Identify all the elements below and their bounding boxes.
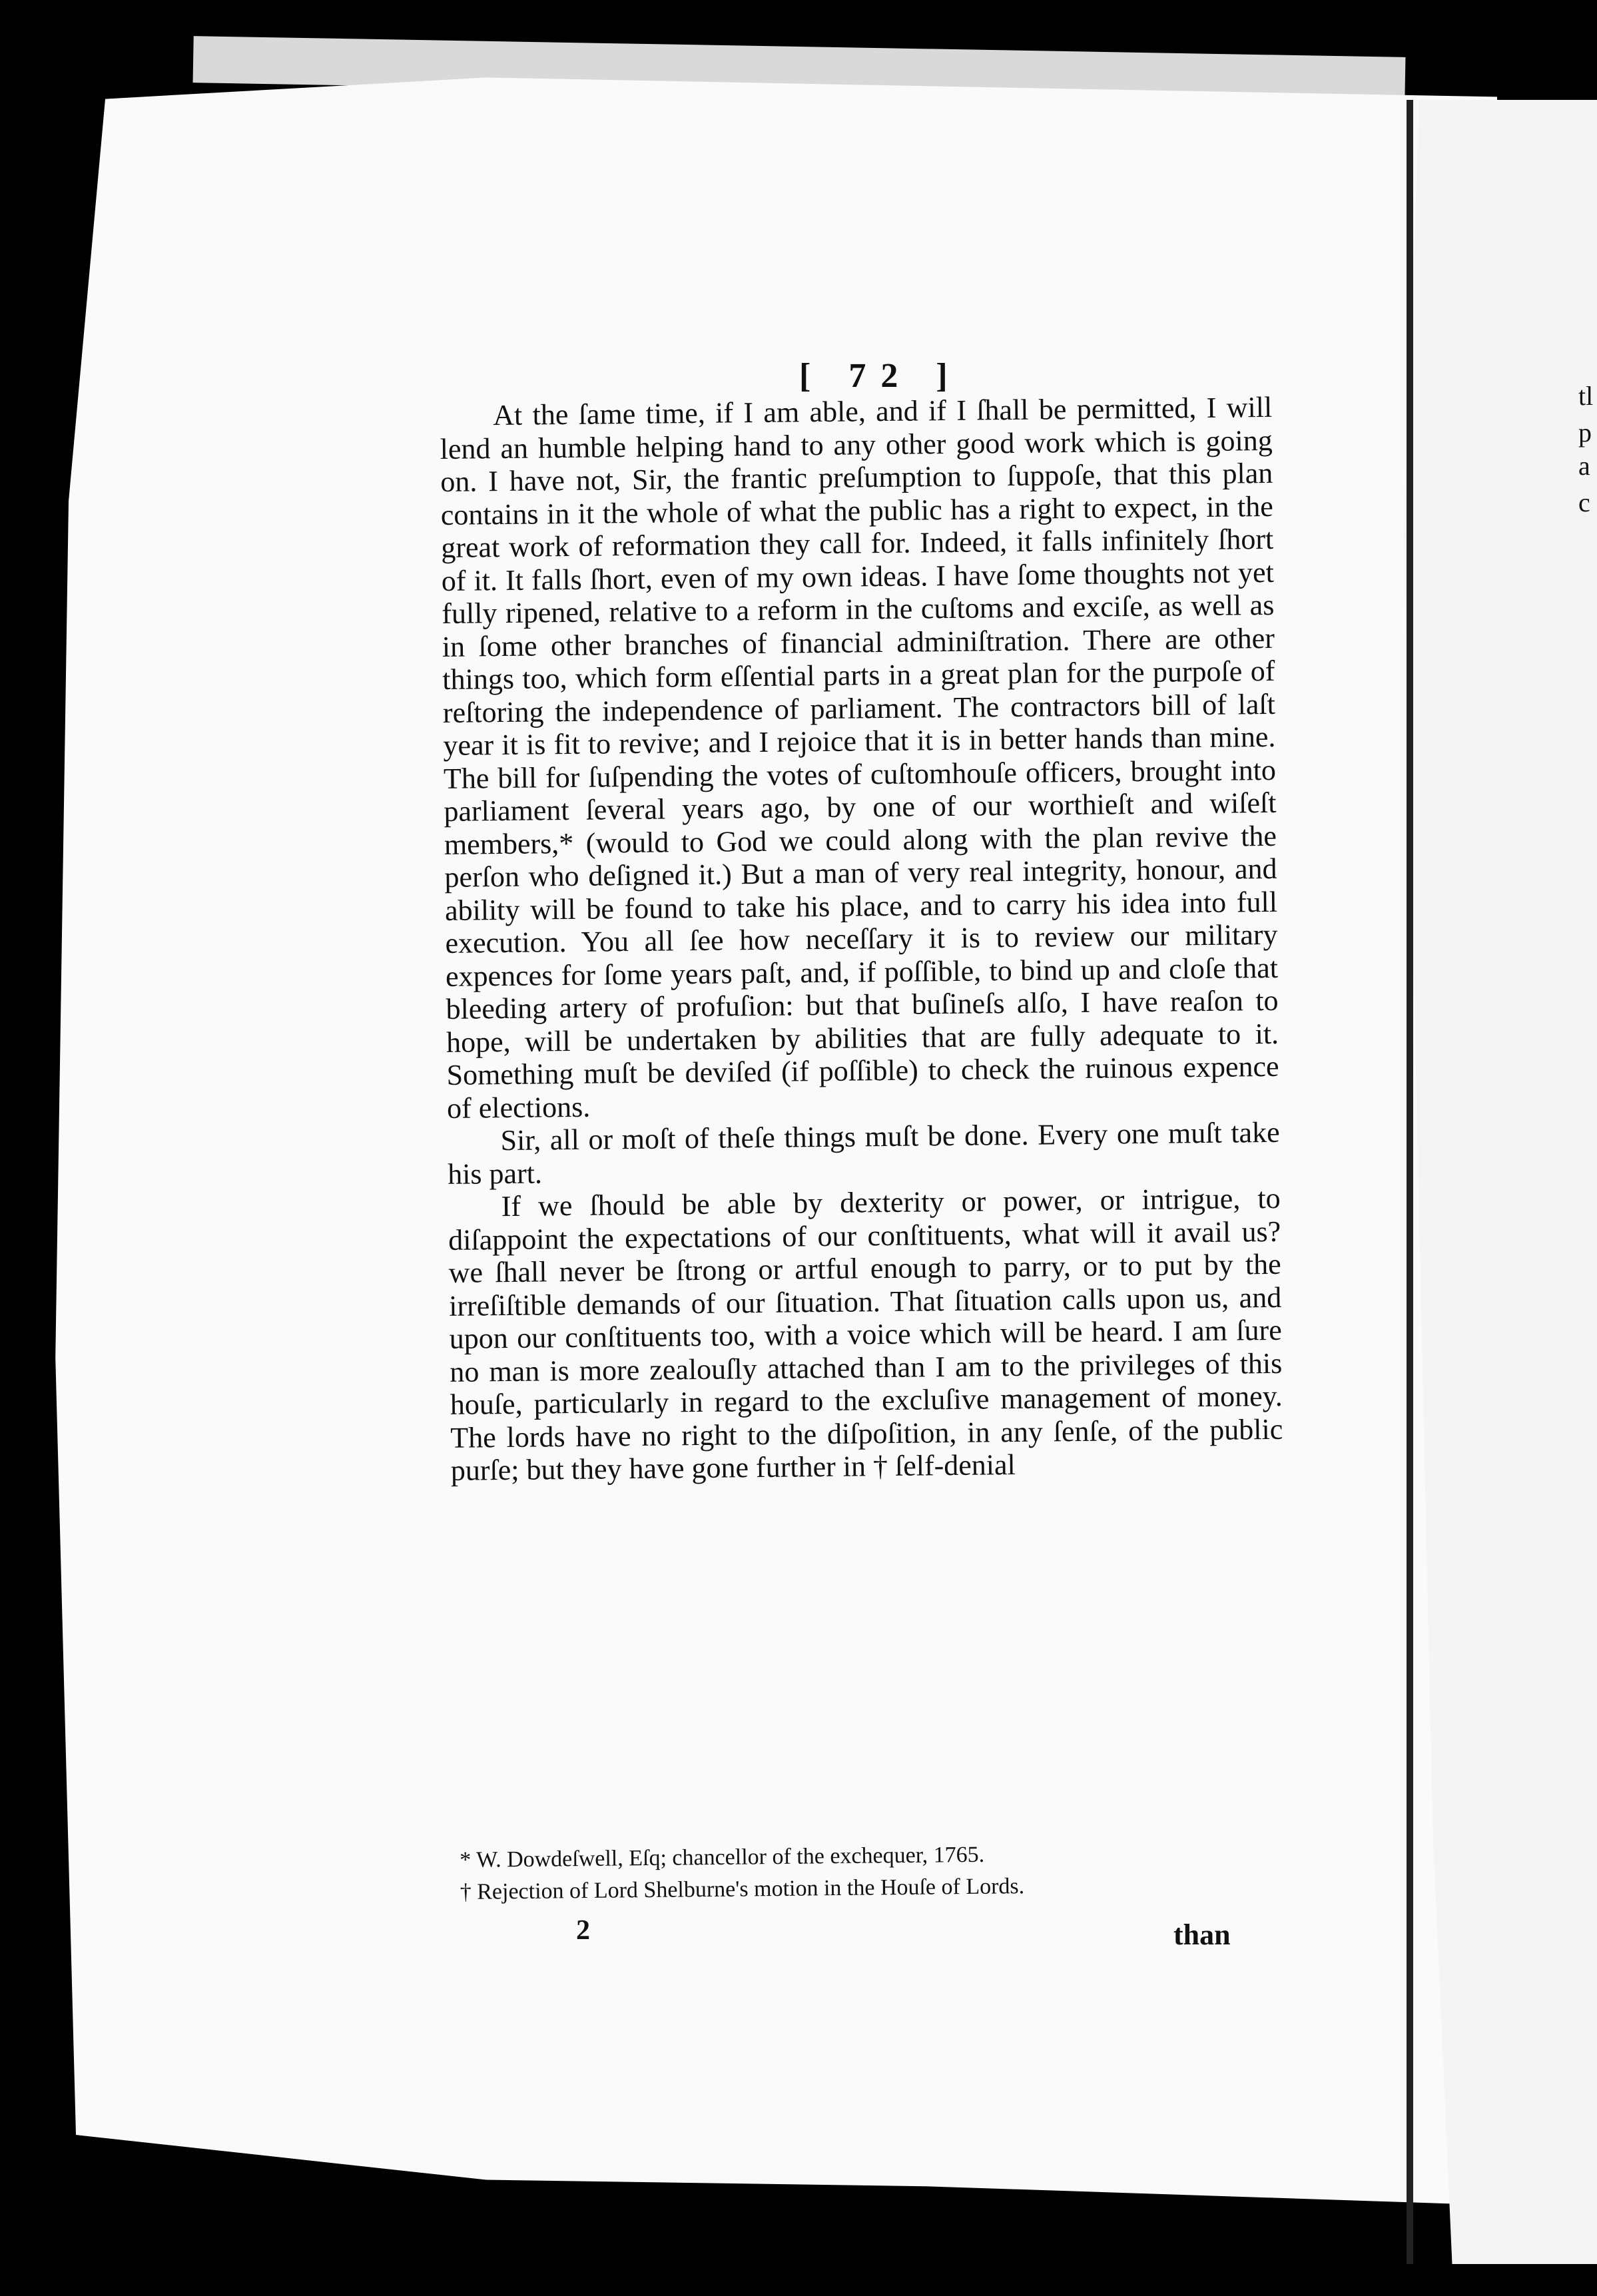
signature-mark: 2 [576,1915,590,1946]
body-text [440,391,1283,1488]
book-gutter [1407,100,1413,2264]
footnotes [460,1836,1259,1908]
right-page-fragment: tl [1578,381,1594,411]
right-page-fragment: p [1578,418,1592,447]
paragraph: Sir, all or moſt of theſe things muſt be done. Every one muſt take his part. [447,1115,1280,1191]
page-number: [ 72 ] [799,357,962,395]
footnote: † Rejection of Lord Shelburne's motion in the Houſe of Lords. [460,1874,1025,1904]
paragraph: At the ſame time, if I am able, and if I ſhall be permitted, I will lend an humble helping hand to any other good work which is going on. I have not, Sir, the frantic preſumption to ſuppoſe, that this plan contains in it the whole of what the public has a right to expect, in the great work of reformation they call for. Indeed, it falls infinitely ſhort of it. It falls ſhort, even of my own ideas. I have ſome thoughts not yet fully ripened, relative to a reform in the cuſtoms and exciſe, as well as in ſome other branches of financial adminiſtration. There are other things too, which form eſſential parts in a great plan for the purpoſe of reſtoring the independence of parliament. The contractors bill of laſt year it is fit to revive; and I rejoice that it is in better hands than mine. The bill for ſuſpending the votes of cuſtomhouſe officers, brought into parliament ſeveral years ago, by one of our worthieſt and wiſeſt members,* (would to God we could along with the plan revive the perſon who deſigned it.) But a man of very real integrity, honour, and ability will be found to take his place, and to carry his idea into full execution. You all ſee how neceſſary it is to review our military expences for ſome years paſt, and, if poſſible, to bind up and cloſe that bleeding artery of profuſion: but that buſineſs alſo, I have reaſon to hope, will be undertaken by abilities that are fully adequate to it. Something muſt be deviſed (if poſſible) to check the ruinous expence of elections. [440,390,1279,1125]
right-page-fragment: c [1578,487,1590,517]
footnote: * W. Dowdeſwell, Eſq; chancellor of the exchequer, 1765. [460,1842,985,1872]
catchword: than [1173,1918,1231,1951]
paragraph: If we ſhould be able by dexterity or power, or intrigue, to diſappoint the expectations of our conſtituents, what will it avail us? we ſhall never be ſtrong or artful enough to parry, or to put by the irreſiſtible demands of our ſituation. That ſituation calls upon us, and upon our conſtituents too, with a voice which will be heard. I am ſure no man is more zealouſly attached than I am to the privileges of this houſe, particularly in regard to the excluſive management of money. The lords have no right to the diſpoſition, in any ſenſe, of the public purſe; but they have gone further in † ſelf-denial [448,1181,1283,1487]
right-page-fragment: a [1578,451,1590,481]
